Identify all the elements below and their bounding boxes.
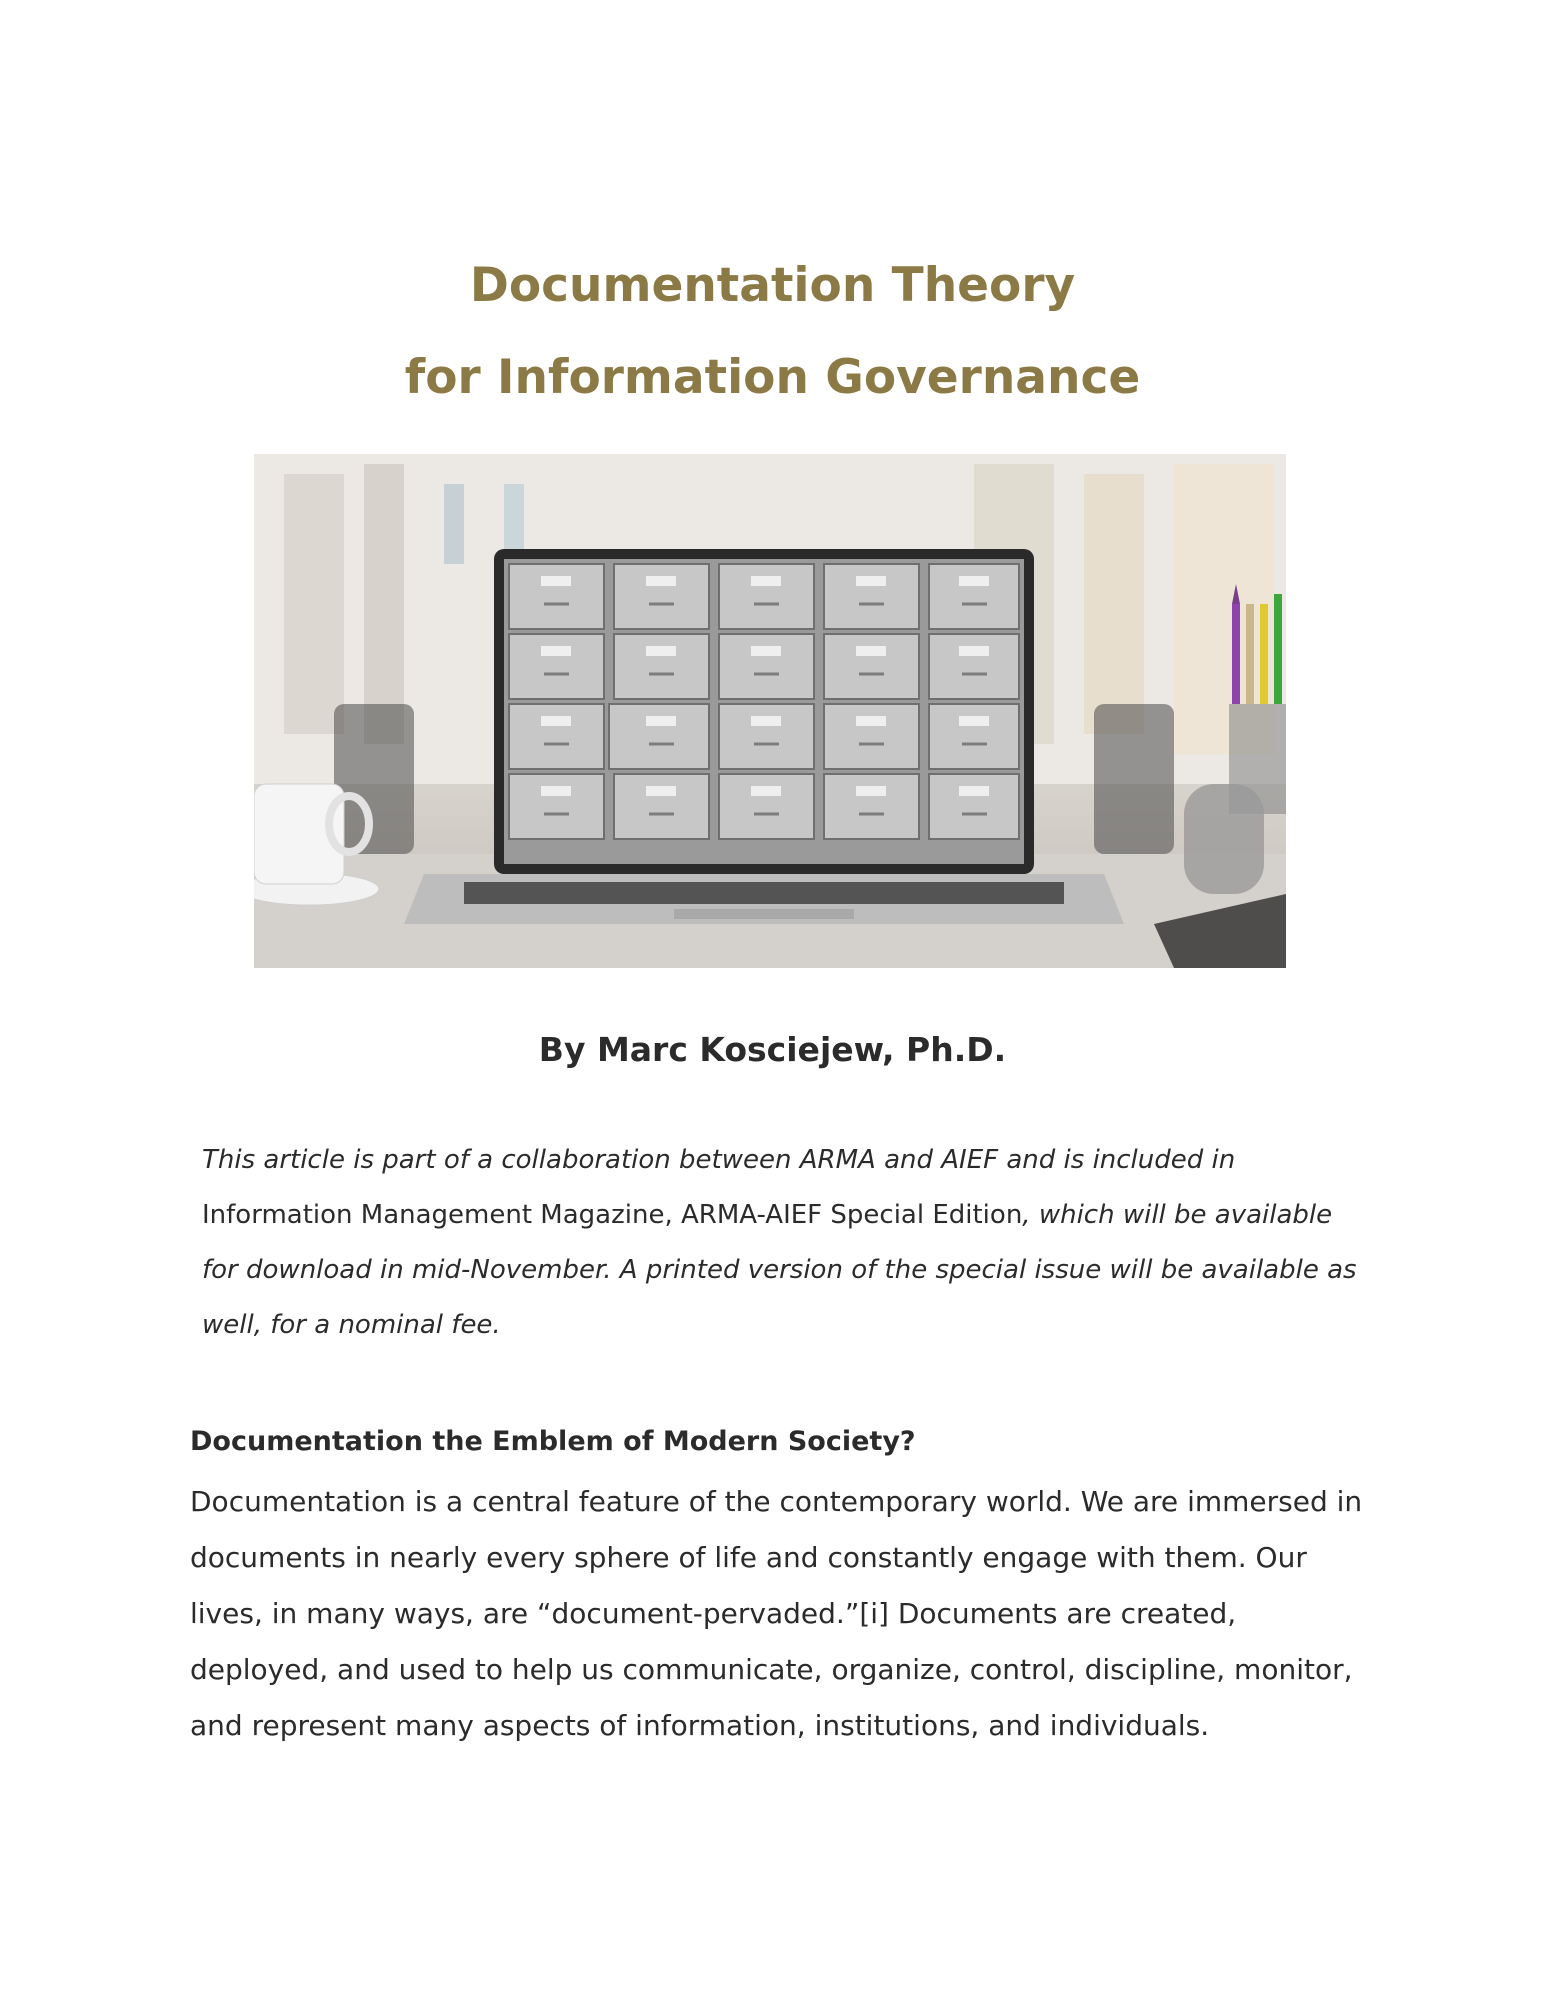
section-heading: Documentation the Emblem of Modern Society?	[190, 1426, 916, 1457]
note-text-part-1: This article is part of a collaboration between ARMA and AIEF and is included in	[202, 1145, 1236, 1175]
title-line-2: for Information Governance	[404, 350, 1141, 405]
body-paragraph: Documentation is a central feature of the contemporary world. We are immersed in documents in nearly every sphere of life and constantly engage with them. Our lives, in many ways, are “document-pervaded.”[i] Documents are created, deployed, and used to help us communicate, organize, control, discipline, monitor, and represent many aspects of information, institutions, and individuals.	[190, 1485, 1363, 1742]
hero-image	[254, 454, 1286, 968]
title-line-1: Documentation Theory	[469, 258, 1076, 313]
publication-name: Information Management Magazine, ARMA-AIEF Special Edition	[202, 1200, 1023, 1230]
collaboration-note	[202, 1133, 1362, 1353]
author-byline: By Marc Kosciejew, Ph.D.	[538, 1030, 1007, 1069]
note-text-part-2: , which will be available for download in mid-November. A printed version of the special issue will be available as well, for a nominal fee.	[202, 1200, 1357, 1340]
